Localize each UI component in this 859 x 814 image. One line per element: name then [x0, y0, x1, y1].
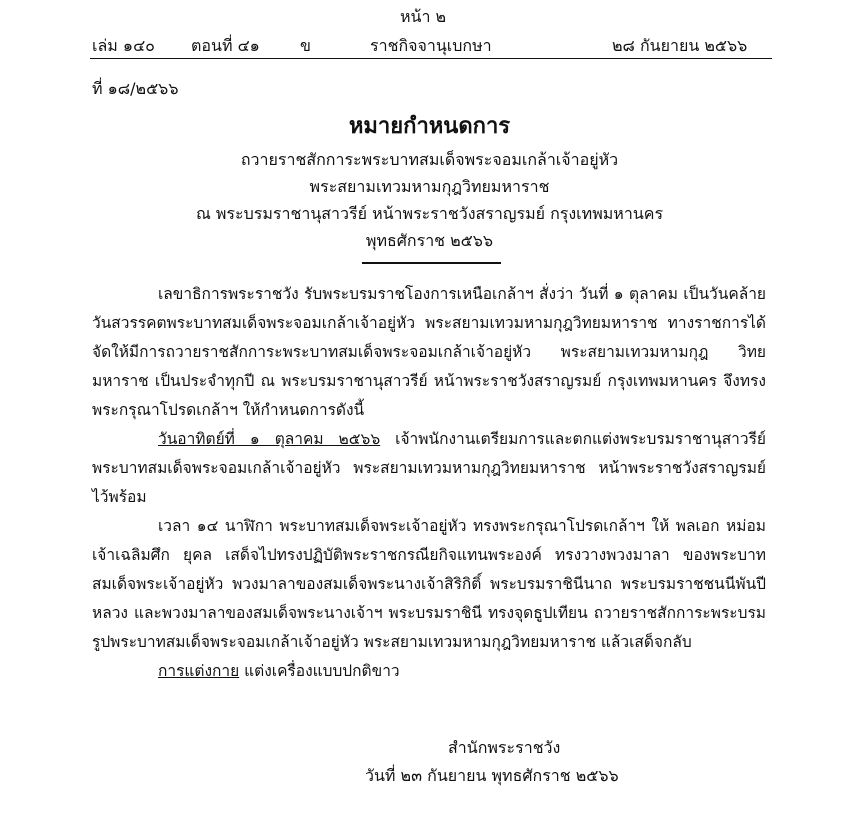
subtitle-line: พระสยามเทวมหามกุฎวิทยมหาราช — [309, 177, 550, 196]
subtitle-line: พุทธศักราช ๒๕๖๖ — [365, 231, 494, 250]
page-number: หน้า ๒ — [400, 7, 447, 26]
intro-paragraph: เลขาธิการพระราชวัง รับพระบรมราชโองการเหนือเกล้าฯ สั่งว่า วันที่ ๑ ตุลาคม เป็นวันคล้ายวันสวรรคตพระบาทสมเด็จพระจอมเกล้าเจ้าอยู่หัว พระสยามเทวมหามกุฎวิทยมหาราช ทางราชการได้จัดให้มีการถวายราชสักการะพระบาทสมเด็จพระจอมเกล้าเจ้าอยู่หัว พระสยามเทวมหามกุฎ วิทยมหาราช เป็นประจำทุกปี ณ พระบรมราชานุสาวรีย์ หน้าพระราชวังสราญรมย์ กรุงเทพมหานคร จึงทรงพระกรุณาโปรดเกล้าฯ ให้กำหนดการดังนี้ — [92, 285, 766, 419]
issuing-office: สำนักพระราชวัง — [448, 738, 561, 757]
subtitle-line: ถวายราชสักการะพระบาทสมเด็จพระจอมเกล้าเจ้าอยู่หัว — [240, 150, 619, 169]
schedule-date-text: เจ้าพนักงานเตรียมการและตกแต่งพระบรมราชานุสาวรีย์ พระบาทสมเด็จพระจอมเกล้าเจ้าอยู่หัว พระสยามเทวมหามกุฎวิทยมหาราช หน้าพระราชวังสราญรมย์ ไว้พร้อม — [92, 430, 766, 506]
issue-date: วันที่ ๒๓ กันยายน พุทธศักราช ๒๕๖๖ — [365, 766, 619, 785]
dress-code-paragraph — [92, 657, 766, 686]
document-number: ที่ ๑๘/๒๕๖๖ — [92, 79, 179, 98]
volume-number: เล่ม ๑๔๐ — [92, 36, 155, 55]
header-rule — [90, 58, 772, 59]
schedule-date-paragraph — [92, 425, 766, 512]
gazette-date: ๒๘ กันยายน ๒๕๖๖ — [612, 36, 748, 55]
document-body — [92, 280, 766, 686]
schedule-time-paragraph: เวลา ๑๔ นาฬิกา พระบาทสมเด็จพระเจ้าอยู่หัว ทรงพระกรุณาโปรดเกล้าฯ ให้ พลเอก หม่อมเจ้าเฉลิมศึก ยุคล เสด็จไปทรงปฏิบัติพระราชกรณียกิจแทนพระองค์ ทรงวางพวงมาลา ของพระบาทสมเด็จพระเจ้าอยู่หัว พวงมาลาของสมเด็จพระนางเจ้าสิริกิติ์ พระบรมราชินีนาถ พระบรมราชชนนีพันปีหลวง และพวงมาลาของสมเด็จพระนางเจ้าฯ พระบรมราชินี ทรงจุดธูปเทียน ถวายราชสักการะพระบรมรูปพระบาทสมเด็จพระจอมเกล้าเจ้าอยู่หัว พระสยามเทวมหามกุฎวิทยมหาราช แล้วเสด็จกลับ — [92, 517, 766, 651]
schedule-date-label: วันอาทิตย์ที่ ๑ ตุลาคม ๒๕๖๖ — [158, 430, 381, 448]
gazette-name: ราชกิจจานุเบกษา — [370, 36, 492, 55]
title-divider — [362, 262, 501, 264]
dress-code-label: การแต่งกาย — [158, 662, 240, 680]
section-number: ตอนที่ ๔๑ — [191, 36, 260, 55]
document-title: หมายกำหนดการ — [348, 114, 511, 139]
part-letter: ข — [300, 36, 311, 55]
subtitle-line: ณ พระบรมราชานุสาวรีย์ หน้าพระราชวังสราญรมย์ กรุงเทพมหานคร — [195, 204, 664, 223]
dress-code-text: แต่งเครื่องแบบปกติขาว — [239, 662, 400, 680]
